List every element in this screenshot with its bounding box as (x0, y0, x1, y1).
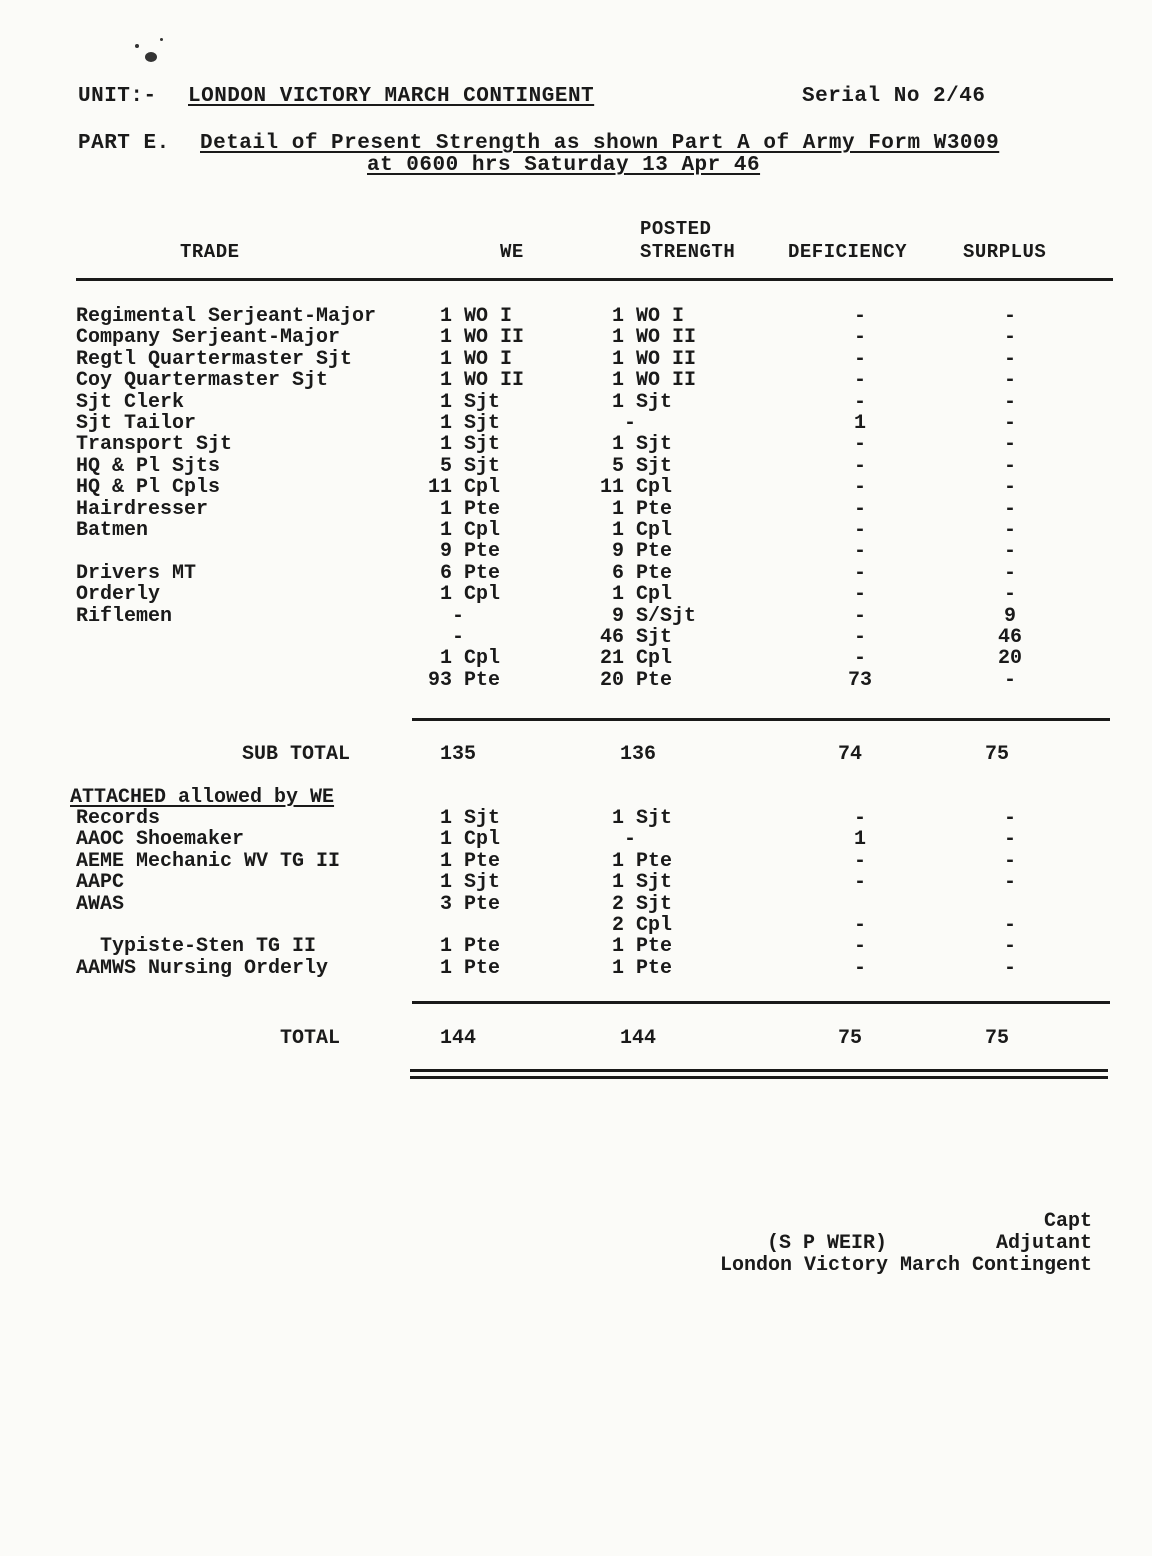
subtotal-label: SUB TOTAL (242, 743, 351, 766)
trade-cell: Riflemen (76, 604, 173, 628)
total-we: 144 (440, 1027, 477, 1050)
deficiency-cell: - (853, 604, 866, 628)
surplus-cell: 9 (1003, 604, 1016, 628)
posted-cell: 2 Cpl (600, 914, 673, 937)
deficiency-cell: 1 (853, 412, 866, 435)
part-title-date: at 0600 hrs Saturday 13 Apr 46 (367, 154, 761, 177)
surplus-cell: - (1003, 935, 1016, 959)
posted-cell: 11 Cpl (600, 476, 673, 500)
surplus-cell: - (1003, 326, 1016, 350)
surplus-cell: - (1003, 454, 1016, 478)
total-label: TOTAL (280, 1027, 341, 1050)
trade-cell: AWAS (76, 892, 125, 916)
posted-cell: 1 Pte (600, 935, 673, 959)
surplus-cell: - (1003, 390, 1016, 414)
surplus-cell: - (1003, 914, 1016, 937)
we-cell: 1 WO II (428, 326, 525, 350)
col-we: WE (500, 241, 524, 263)
we-cell: 1 Sjt (428, 433, 501, 457)
deficiency-cell: - (853, 326, 866, 350)
trade-cell: AAPC (76, 871, 125, 895)
subtotal-rule (412, 718, 1110, 721)
surplus-cell: 20 (997, 647, 1022, 671)
posted-cell: 1 WO II (600, 326, 697, 350)
unit-name: LONDON VICTORY MARCH CONTINGENT (188, 85, 595, 108)
posted-cell: 1 Sjt (600, 807, 673, 830)
deficiency-cell: - (853, 935, 866, 959)
we-cell: 1 Sjt (428, 390, 501, 414)
trade-cell: Sjt Clerk (76, 390, 185, 414)
trade-cell: AAMWS Nursing Orderly (76, 956, 329, 980)
subtotal-surplus: 75 (985, 743, 1010, 766)
surplus-cell: - (1003, 871, 1016, 895)
posted-cell: 46 Sjt (600, 626, 673, 649)
total-deficiency: 75 (838, 1027, 863, 1050)
posted-cell: 1 WO II (600, 369, 697, 393)
we-cell: 1 Cpl (428, 583, 501, 607)
deficiency-cell: - (853, 561, 866, 585)
posted-cell: 5 Sjt (600, 454, 673, 478)
posted-cell: 1 Sjt (600, 390, 673, 414)
header-rule (76, 278, 1113, 281)
posted-cell: 1 Pte (600, 956, 673, 980)
we-cell: 6 Pte (428, 561, 501, 585)
we-cell: 1 WO II (428, 369, 525, 393)
col-trade: TRADE (180, 241, 240, 263)
total-posted: 144 (620, 1027, 657, 1050)
deficiency-cell: - (853, 476, 866, 500)
double-rule-bottom (410, 1076, 1108, 1079)
deficiency-cell: - (853, 347, 866, 371)
subtotal-posted: 136 (620, 743, 657, 766)
posted-cell: 1 Sjt (600, 433, 673, 457)
deficiency-cell: - (853, 305, 866, 328)
deficiency-cell: - (853, 914, 866, 937)
we-cell: 1 Sjt (428, 412, 501, 435)
trade-cell: Hairdresser (76, 497, 209, 521)
trade-cell: Batmen (76, 519, 149, 542)
we-cell: 93 Pte (428, 668, 501, 692)
trade-cell: Records (76, 807, 161, 830)
col-posted: POSTED (640, 218, 712, 240)
deficiency-cell: - (853, 497, 866, 521)
trade-cell: Coy Quartermaster Sjt (76, 369, 329, 393)
deficiency-cell: - (853, 647, 866, 671)
we-cell: 1 Cpl (428, 647, 501, 671)
we-cell: 1 Pte (428, 497, 501, 521)
posted-cell: - (600, 412, 637, 435)
trade-cell: HQ & Pl Cpls (76, 476, 221, 500)
surplus-cell: - (1003, 347, 1016, 371)
trade-cell: Drivers MT (76, 561, 197, 585)
surplus-cell: - (1003, 476, 1016, 500)
deficiency-cell: - (853, 540, 866, 564)
surplus-cell: - (1003, 540, 1016, 564)
surplus-cell: - (1003, 849, 1016, 873)
we-cell: 1 Cpl (428, 828, 501, 852)
deficiency-cell: - (853, 390, 866, 414)
we-cell: 1 WO I (428, 305, 513, 328)
ink-speck (160, 38, 163, 41)
part-title: Detail of Present Strength as shown Part A of Army Form W3009 (200, 132, 1000, 155)
we-cell: 1 WO I (428, 347, 513, 371)
trade-cell: Company Serjeant-Major (76, 326, 341, 350)
double-rule-top (410, 1069, 1108, 1072)
serial-number: Serial No 2/46 (802, 85, 986, 108)
deficiency-cell: - (853, 519, 866, 542)
signature-rank: Capt (1043, 1210, 1092, 1233)
we-cell: 1 Sjt (428, 871, 501, 895)
col-deficiency: DEFICIENCY (788, 241, 908, 263)
posted-cell: 20 Pte (600, 668, 673, 692)
posted-cell: - (600, 828, 637, 852)
we-cell: 1 Pte (428, 956, 501, 980)
surplus-cell: - (1003, 412, 1016, 435)
we-cell: 1 Cpl (428, 519, 501, 542)
surplus-cell: - (1003, 956, 1016, 980)
total-rule (412, 1001, 1110, 1004)
trade-cell: Regtl Quartermaster Sjt (76, 347, 353, 371)
trade-cell: Regimental Serjeant-Major (76, 305, 377, 328)
signature-name: (S P WEIR) (767, 1232, 888, 1255)
deficiency-cell: - (853, 807, 866, 830)
deficiency-cell: - (853, 871, 866, 895)
posted-cell: 1 Cpl (600, 519, 673, 542)
we-cell: - (428, 626, 465, 649)
subtotal-we: 135 (440, 743, 477, 766)
posted-cell: 1 WO II (600, 347, 697, 371)
posted-cell: 9 Pte (600, 540, 673, 564)
we-cell: 3 Pte (428, 892, 501, 916)
surplus-cell: 46 (997, 626, 1022, 649)
deficiency-cell: - (853, 849, 866, 873)
trade-cell: Sjt Tailor (76, 412, 197, 435)
trade-cell: HQ & Pl Sjts (76, 454, 221, 478)
we-cell: 11 Cpl (428, 476, 501, 500)
trade-cell: AEME Mechanic WV TG II (76, 849, 341, 873)
surplus-cell: - (1003, 807, 1016, 830)
deficiency-cell: - (853, 583, 866, 607)
we-cell: 1 Pte (428, 935, 501, 959)
trade-cell: Transport Sjt (76, 433, 233, 457)
surplus-cell: - (1003, 668, 1016, 692)
deficiency-cell: - (853, 626, 866, 649)
subtotal-deficiency: 74 (838, 743, 863, 766)
trade-cell: Typiste-Sten TG II (76, 935, 317, 959)
attached-heading: ATTACHED allowed by WE (70, 786, 335, 809)
posted-cell: 21 Cpl (600, 647, 673, 671)
posted-cell: 9 S/Sjt (600, 604, 697, 628)
posted-cell: 1 Pte (600, 849, 673, 873)
deficiency-cell: 1 (853, 828, 866, 852)
trade-cell: Orderly (76, 583, 161, 607)
deficiency-cell: - (853, 956, 866, 980)
part-label: PART E. (78, 132, 170, 155)
surplus-cell: - (1003, 583, 1016, 607)
we-cell: 1 Sjt (428, 807, 501, 830)
we-cell: 9 Pte (428, 540, 501, 564)
signature-unit: London Victory March Contingent (719, 1254, 1092, 1277)
we-cell: 1 Pte (428, 849, 501, 873)
surplus-cell: - (1003, 305, 1016, 328)
we-cell: - (428, 604, 465, 628)
surplus-cell: - (1003, 561, 1016, 585)
surplus-cell: - (1003, 433, 1016, 457)
col-surplus: SURPLUS (963, 241, 1047, 263)
ink-speck (145, 52, 157, 62)
posted-cell: 1 Cpl (600, 583, 673, 607)
surplus-cell: - (1003, 828, 1016, 852)
surplus-cell: - (1003, 519, 1016, 542)
deficiency-cell: - (853, 369, 866, 393)
ink-speck (135, 44, 139, 48)
posted-cell: 1 Sjt (600, 871, 673, 895)
unit-label: UNIT:- (78, 85, 157, 108)
we-cell: 5 Sjt (428, 454, 501, 478)
posted-cell: 1 WO I (600, 305, 685, 328)
trade-cell: AAOC Shoemaker (76, 828, 245, 852)
total-surplus: 75 (985, 1027, 1010, 1050)
col-strength: STRENGTH (640, 241, 736, 263)
surplus-cell: - (1003, 369, 1016, 393)
posted-cell: 1 Pte (600, 497, 673, 521)
signature-role: Adjutant (995, 1232, 1092, 1255)
posted-cell: 6 Pte (600, 561, 673, 585)
deficiency-cell: - (853, 454, 866, 478)
surplus-cell: - (1003, 497, 1016, 521)
posted-cell: 2 Sjt (600, 892, 673, 916)
deficiency-cell: - (853, 433, 866, 457)
deficiency-cell: 73 (847, 668, 872, 692)
